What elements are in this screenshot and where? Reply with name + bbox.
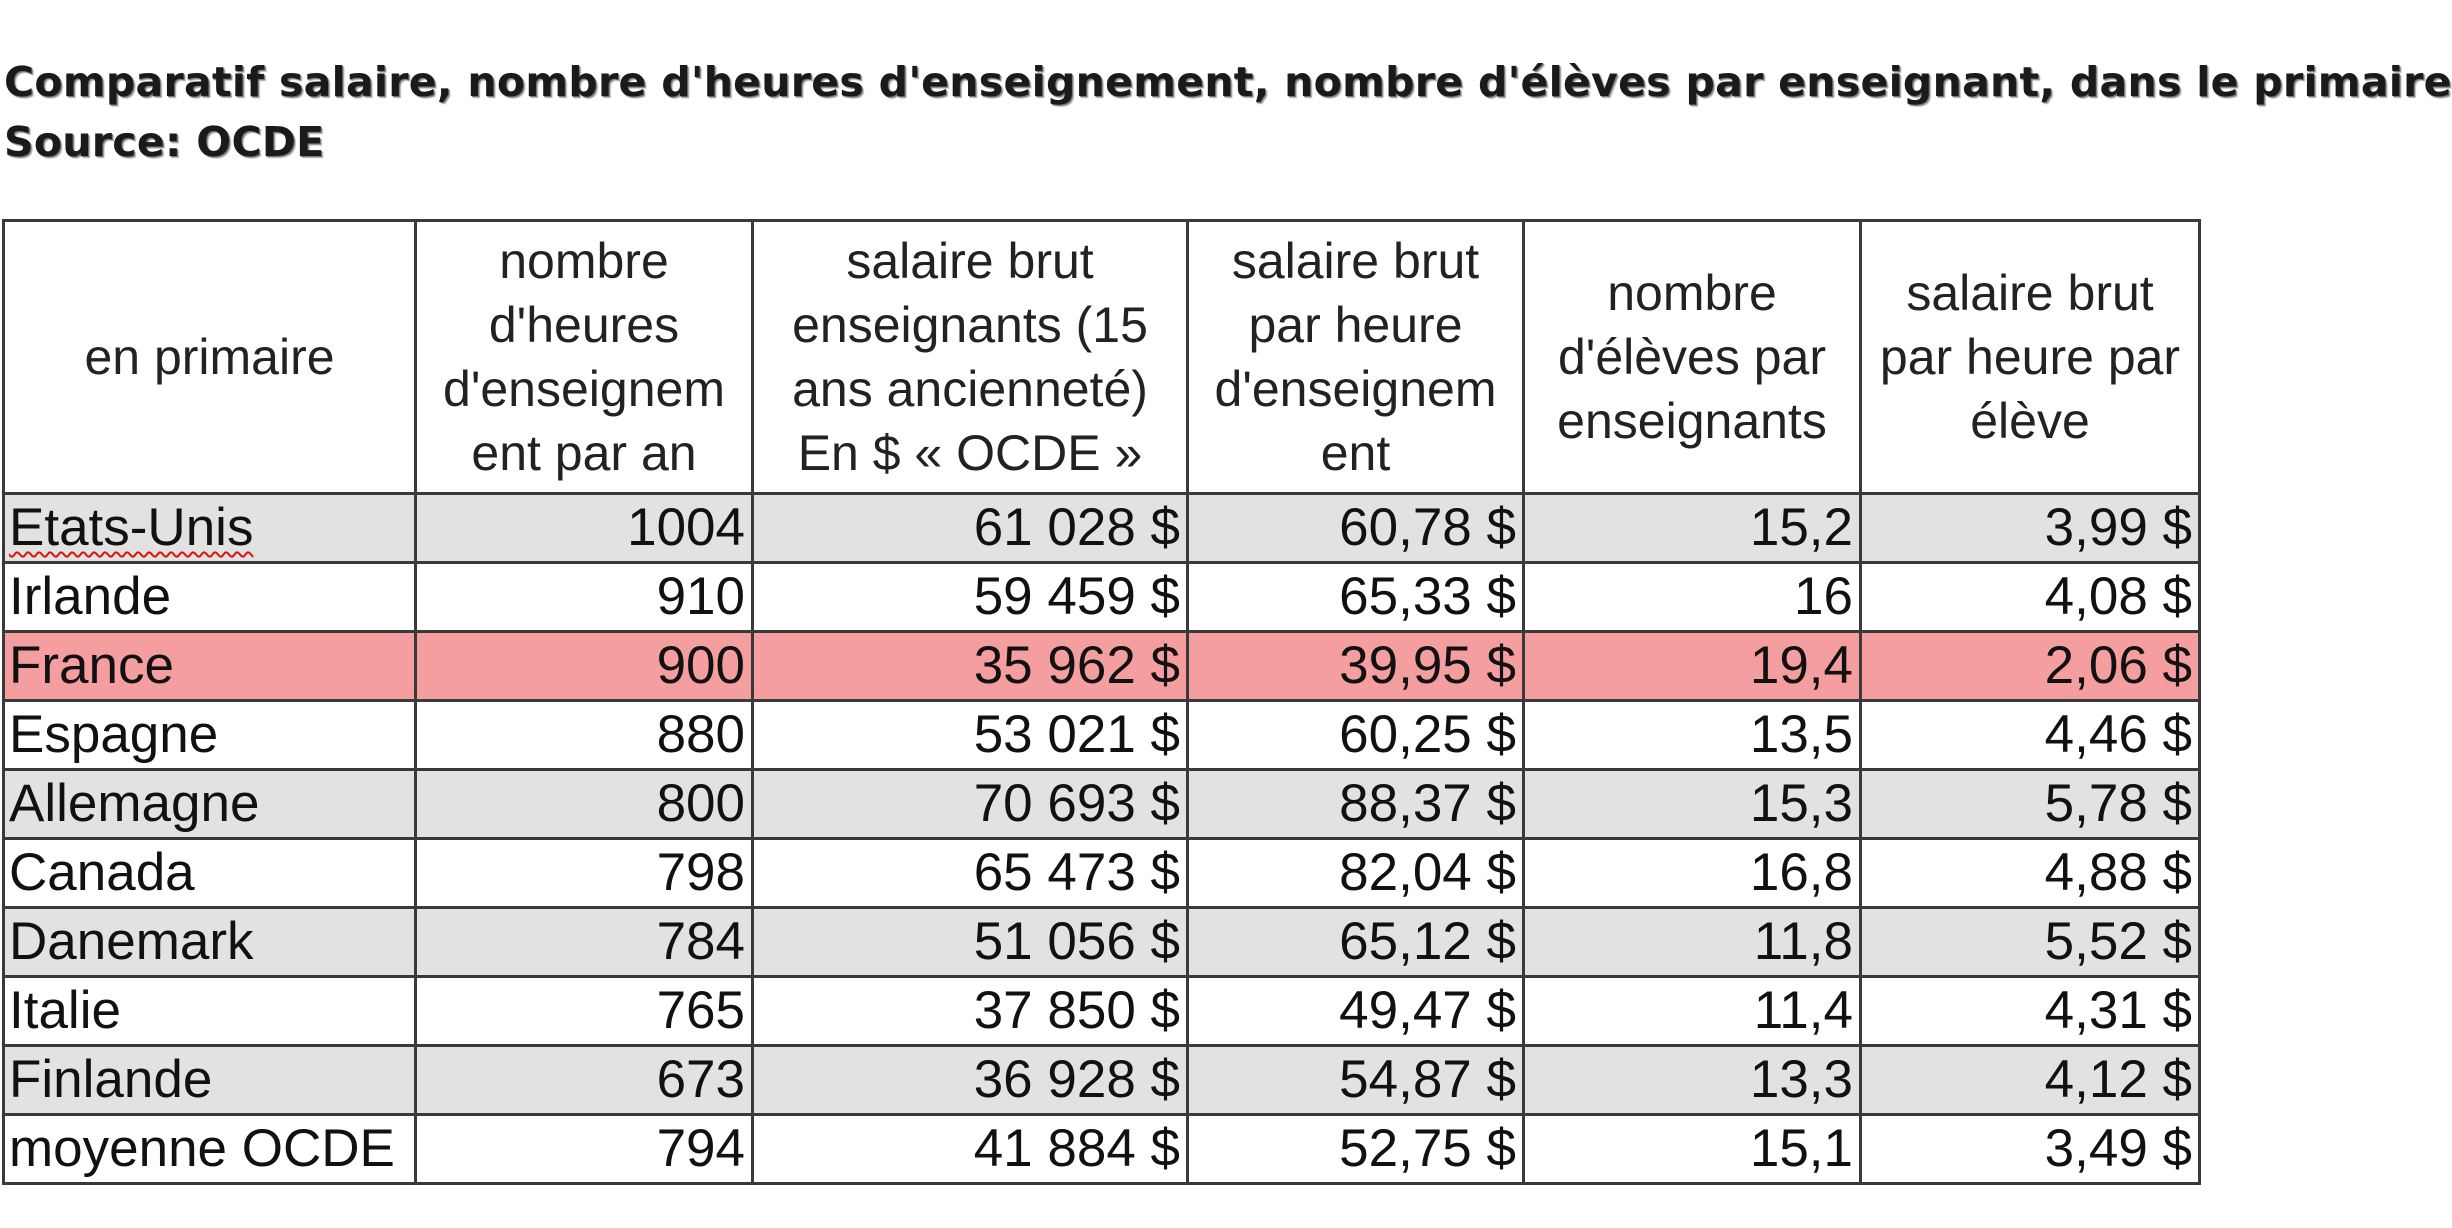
- gross-salary-value: 61 028 $: [973, 498, 1180, 557]
- country-value: Danemark: [9, 912, 254, 971]
- table-row: [4, 977, 2200, 1046]
- table-row: [4, 701, 2200, 770]
- gross-salary-value: 59 459 $: [973, 567, 1180, 626]
- gross-salary-cell: [753, 977, 1188, 1046]
- teaching-hours-cell: [416, 494, 753, 563]
- table-row: [4, 1046, 2200, 1115]
- teaching-hours-value: 794: [656, 1119, 745, 1178]
- pupils-per-teacher-cell: [1524, 977, 1861, 1046]
- table-row: [4, 908, 2200, 977]
- caption-source: Source: OCDE: [4, 118, 325, 166]
- salary-per-hour-per-pupil-cell: [1861, 977, 2200, 1046]
- salary-per-hour-value: 65,33 $: [1339, 567, 1516, 626]
- gross-salary-value: 41 884 $: [973, 1119, 1180, 1178]
- salary-per-hour-per-pupil-value: 5,52 $: [2044, 912, 2192, 971]
- salary-per-hour-per-pupil-value: 4,08 $: [2044, 567, 2192, 626]
- header-pupils-per-teacher: nombre d'élèves par enseignants: [1524, 221, 1861, 494]
- salary-per-hour-cell: [1188, 977, 1524, 1046]
- salary-per-hour-value: 88,37 $: [1339, 774, 1516, 833]
- salary-per-hour-per-pupil-cell: [1861, 839, 2200, 908]
- salary-per-hour-per-pupil-cell: [1861, 908, 2200, 977]
- pupils-per-teacher-cell: [1524, 701, 1861, 770]
- gross-salary-cell: [753, 494, 1188, 563]
- country-cell: [4, 770, 416, 839]
- country-cell: [4, 701, 416, 770]
- country-value: moyenne OCDE: [9, 1119, 395, 1178]
- gross-salary-value: 36 928 $: [973, 1050, 1180, 1109]
- gross-salary-value: 53 021 $: [973, 705, 1180, 764]
- salary-per-hour-per-pupil-cell: [1861, 701, 2200, 770]
- pupils-per-teacher-cell: [1524, 1046, 1861, 1115]
- country-cell: [4, 977, 416, 1046]
- gross-salary-value: 37 850 $: [973, 981, 1180, 1040]
- country-cell: [4, 1046, 416, 1115]
- pupils-per-teacher-value: 19,4: [1749, 636, 1853, 695]
- salary-per-hour-per-pupil-value: 4,31 $: [2044, 981, 2192, 1040]
- teaching-hours-cell: [416, 632, 753, 701]
- teaching-hours-cell: [416, 563, 753, 632]
- salary-per-hour-per-pupil-value: 4,12 $: [2044, 1050, 2192, 1109]
- pupils-per-teacher-value: 15,1: [1749, 1119, 1853, 1178]
- teaching-hours-cell: [416, 1046, 753, 1115]
- country-cell: [4, 494, 416, 563]
- teaching-hours-cell: [416, 977, 753, 1046]
- salary-per-hour-cell: [1188, 1046, 1524, 1115]
- table-row: [4, 632, 2200, 701]
- gross-salary-cell: [753, 839, 1188, 908]
- salary-per-hour-cell: [1188, 1115, 1524, 1184]
- salary-per-hour-value: 65,12 $: [1339, 912, 1516, 971]
- salary-per-hour-value: 49,47 $: [1339, 981, 1516, 1040]
- gross-salary-cell: [753, 908, 1188, 977]
- teaching-hours-value: 673: [656, 1050, 745, 1109]
- table-row: [4, 563, 2200, 632]
- country-cell: [4, 632, 416, 701]
- country-value: Allemagne: [9, 774, 260, 833]
- gross-salary-value: 65 473 $: [973, 843, 1180, 902]
- teaching-hours-cell: [416, 908, 753, 977]
- teaching-hours-value: 880: [656, 705, 745, 764]
- table-row: [4, 770, 2200, 839]
- teaching-hours-value: 800: [656, 774, 745, 833]
- salary-per-hour-per-pupil-value: 5,78 $: [2044, 774, 2192, 833]
- pupils-per-teacher-cell: [1524, 908, 1861, 977]
- pupils-per-teacher-cell: [1524, 563, 1861, 632]
- pupils-per-teacher-value: 16,8: [1749, 843, 1853, 902]
- teaching-hours-value: 910: [656, 567, 745, 626]
- caption-title: Comparatif salaire, nombre d'heures d'enseignement, nombre d'élèves par enseignant, dans le primaire: [4, 58, 2452, 106]
- teaching-hours-value: 1004: [627, 498, 745, 557]
- salary-per-hour-cell: [1188, 563, 1524, 632]
- country-cell: [4, 1115, 416, 1184]
- pupils-per-teacher-cell: [1524, 632, 1861, 701]
- document-caption: [4, 52, 2452, 172]
- country-cell: [4, 908, 416, 977]
- pupils-per-teacher-value: 11,8: [1753, 912, 1853, 971]
- pupils-per-teacher-cell: [1524, 1115, 1861, 1184]
- pupils-per-teacher-value: 11,4: [1753, 981, 1853, 1040]
- salary-per-hour-per-pupil-cell: [1861, 632, 2200, 701]
- header-gross-salary: salaire brut enseignants (15 ans ancienneté) En $ « OCDE »: [753, 221, 1188, 494]
- table-row: [4, 494, 2200, 563]
- country-cell: [4, 563, 416, 632]
- teaching-hours-value: 900: [656, 636, 745, 695]
- gross-salary-cell: [753, 563, 1188, 632]
- country-value: Canada: [9, 843, 195, 902]
- pupils-per-teacher-cell: [1524, 770, 1861, 839]
- salary-per-hour-per-pupil-value: 4,88 $: [2044, 843, 2192, 902]
- country-value: Finlande: [9, 1050, 213, 1109]
- teaching-hours-cell: [416, 1115, 753, 1184]
- salary-per-hour-value: 54,87 $: [1339, 1050, 1516, 1109]
- salary-per-hour-cell: [1188, 908, 1524, 977]
- gross-salary-cell: [753, 770, 1188, 839]
- pupils-per-teacher-cell: [1524, 839, 1861, 908]
- salary-per-hour-per-pupil-cell: [1861, 1046, 2200, 1115]
- salary-per-hour-value: 82,04 $: [1339, 843, 1516, 902]
- gross-salary-cell: [753, 1115, 1188, 1184]
- salary-per-hour-per-pupil-value: 3,99 $: [2044, 498, 2192, 557]
- gross-salary-cell: [753, 1046, 1188, 1115]
- salary-per-hour-cell: [1188, 632, 1524, 701]
- salary-per-hour-cell: [1188, 494, 1524, 563]
- salary-per-hour-per-pupil-cell: [1861, 494, 2200, 563]
- gross-salary-value: 35 962 $: [973, 636, 1180, 695]
- salary-per-hour-value: 60,78 $: [1339, 498, 1516, 557]
- gross-salary-value: 51 056 $: [973, 912, 1180, 971]
- country-value: France: [9, 636, 174, 695]
- teaching-hours-value: 765: [656, 981, 745, 1040]
- comparison-table: [2, 219, 2201, 1185]
- salary-per-hour-per-pupil-value: 4,46 $: [2044, 705, 2192, 764]
- pupils-per-teacher-value: 13,5: [1749, 705, 1853, 764]
- pupils-per-teacher-cell: [1524, 494, 1861, 563]
- country-value: Etats-Unis: [9, 498, 254, 557]
- pupils-per-teacher-value: 15,2: [1749, 498, 1853, 557]
- salary-per-hour-per-pupil-cell: [1861, 563, 2200, 632]
- pupils-per-teacher-value: 15,3: [1749, 774, 1853, 833]
- gross-salary-cell: [753, 701, 1188, 770]
- salary-per-hour-value: 39,95 $: [1339, 636, 1516, 695]
- table-header-row: [4, 221, 2200, 494]
- salary-per-hour-per-pupil-cell: [1861, 770, 2200, 839]
- country-value: Italie: [9, 981, 121, 1040]
- header-salary-per-hour-per-pupil: salaire brut par heure par élève: [1861, 221, 2200, 494]
- pupils-per-teacher-value: 13,3: [1749, 1050, 1853, 1109]
- salary-per-hour-per-pupil-cell: [1861, 1115, 2200, 1184]
- header-country: en primaire: [4, 221, 416, 494]
- salary-per-hour-value: 60,25 $: [1339, 705, 1516, 764]
- teaching-hours-value: 798: [656, 843, 745, 902]
- gross-salary-cell: [753, 632, 1188, 701]
- table-row: [4, 839, 2200, 908]
- salary-per-hour-per-pupil-value: 3,49 $: [2044, 1119, 2192, 1178]
- teaching-hours-cell: [416, 839, 753, 908]
- header-teaching-hours: nombre d'heures d'enseignem ent par an: [416, 221, 753, 494]
- teaching-hours-value: 784: [656, 912, 745, 971]
- teaching-hours-cell: [416, 770, 753, 839]
- salary-per-hour-cell: [1188, 839, 1524, 908]
- gross-salary-value: 70 693 $: [973, 774, 1180, 833]
- salary-per-hour-cell: [1188, 770, 1524, 839]
- table-row: [4, 1115, 2200, 1184]
- teaching-hours-cell: [416, 701, 753, 770]
- salary-per-hour-value: 52,75 $: [1339, 1119, 1516, 1178]
- salary-per-hour-per-pupil-value: 2,06 $: [2044, 636, 2192, 695]
- salary-per-hour-cell: [1188, 701, 1524, 770]
- country-value: Espagne: [9, 705, 219, 764]
- pupils-per-teacher-value: 16: [1794, 567, 1853, 626]
- country-value: Irlande: [9, 567, 172, 626]
- country-cell: [4, 839, 416, 908]
- header-salary-per-hour: salaire brut par heure d'enseignem ent: [1188, 221, 1524, 494]
